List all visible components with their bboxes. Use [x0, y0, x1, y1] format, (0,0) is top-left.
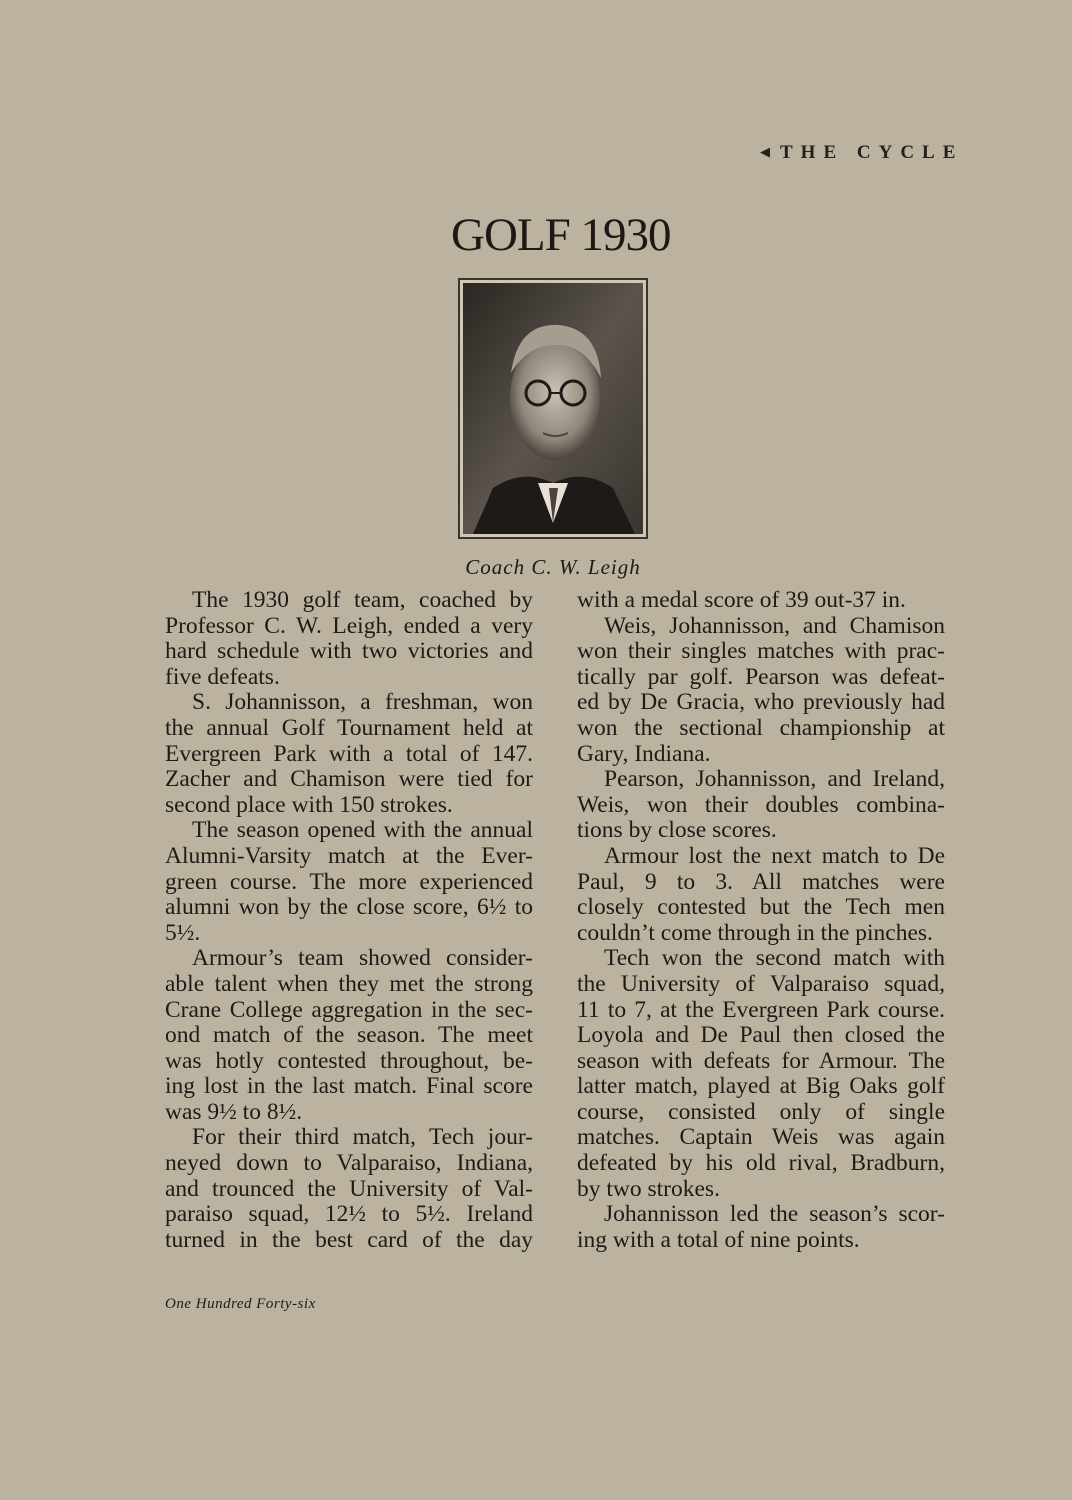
page-number-footer: One Hundred Forty-six [165, 1296, 316, 1312]
coach-portrait-photo [458, 278, 648, 539]
text-line: was 9½ to 8½. [165, 1098, 303, 1125]
text-line: matches. Captain Weis was again [577, 1124, 945, 1151]
text-line: won their singles matches with prac- [577, 638, 945, 665]
text-line: paraiso squad, 12½ to 5½. Ireland [165, 1201, 533, 1228]
running-head [760, 142, 963, 164]
text-column-right [577, 588, 945, 1253]
photo-caption: Coach C. W. Leigh [465, 555, 641, 579]
text-line: Tech won the second match with [604, 945, 945, 972]
text-line: season with defeats for Armour. The [577, 1047, 945, 1074]
portrait-image [463, 283, 643, 534]
text-line: 11 to 7, at the Evergreen Park course. [577, 996, 945, 1023]
text-line: tically par golf. Pearson was defeat- [577, 663, 945, 690]
text-line: Gary, Indiana. [577, 740, 711, 767]
text-line: with a medal score of 39 out-37 in. [577, 587, 906, 613]
text-line: Loyola and De Paul then closed the [577, 1022, 945, 1049]
text-line: Evergreen Park with a total of 147. [165, 740, 533, 767]
running-head-text: THE CYCLE [780, 142, 964, 163]
arrow-left-icon: ◀ [760, 144, 770, 159]
text-line: tions by close scores. [577, 817, 777, 844]
text-line: hard schedule with two victories and [165, 638, 533, 665]
text-line: the annual Golf Tournament held at [165, 714, 533, 741]
text-line: Crane College aggregation in the sec- [165, 996, 533, 1023]
text-line: Pearson, Johannisson, and Ireland, [604, 766, 945, 793]
text-line: Alumni-Varsity match at the Ever- [165, 842, 533, 869]
text-line: For their third match, Tech jour- [192, 1124, 533, 1151]
text-line: turned in the best card of the day [165, 1226, 533, 1253]
text-line: five defeats. [165, 663, 280, 690]
text-line: Paul, 9 to 3. All matches were [577, 868, 945, 895]
text-line: closely contested but the Tech men [577, 894, 945, 921]
text-line: second place with 150 strokes. [165, 791, 453, 818]
text-line: ing lost in the last match. Final score [165, 1073, 533, 1100]
text-line: won the sectional championship at [577, 714, 945, 741]
text-line: Weis, Johannisson, and Chamison [604, 612, 945, 639]
text-line: Armour lost the next match to De [604, 842, 945, 869]
text-line: Armour’s team showed consider- [192, 945, 533, 972]
text-column-left [165, 588, 533, 1253]
text-line: course, consisted only of single [577, 1098, 945, 1125]
text-line: ond match of the season. The meet [165, 1022, 533, 1049]
text-line: alumni won by the close score, 6½ to [165, 894, 533, 921]
page-title: GOLF 1930 [451, 209, 671, 261]
text-line: Professor C. W. Leigh, ended a very [165, 612, 533, 639]
text-line: neyed down to Valparaiso, Indiana, [165, 1150, 533, 1177]
text-line: Weis, won their doubles combina- [577, 791, 945, 818]
text-line: The season opened with the annual [192, 817, 533, 844]
text-line: Johannisson led the season’s scor- [604, 1201, 945, 1228]
text-line: couldn’t come through in the pinches. [577, 919, 933, 946]
text-line: the University of Valparaiso squad, [577, 970, 945, 997]
text-line: ed by De Gracia, who previously had [577, 689, 945, 716]
text-line: and trounced the University of Val- [165, 1175, 533, 1202]
text-line: ing with a total of nine points. [577, 1226, 860, 1253]
text-line: green course. The more experienced [165, 868, 533, 895]
text-line: The 1930 golf team, coached by [192, 587, 533, 613]
text-line: Zacher and Chamison were tied for [165, 766, 533, 793]
text-line: 5½. [165, 919, 201, 946]
text-line: latter match, played at Big Oaks golf [577, 1073, 945, 1100]
text-line: defeated by his old rival, Bradburn, [577, 1150, 945, 1177]
text-line: by two strokes. [577, 1175, 720, 1202]
text-line: able talent when they met the strong [165, 970, 533, 997]
text-line: was hotly contested throughout, be- [165, 1047, 533, 1074]
text-line: S. Johannisson, a freshman, won [192, 689, 533, 716]
